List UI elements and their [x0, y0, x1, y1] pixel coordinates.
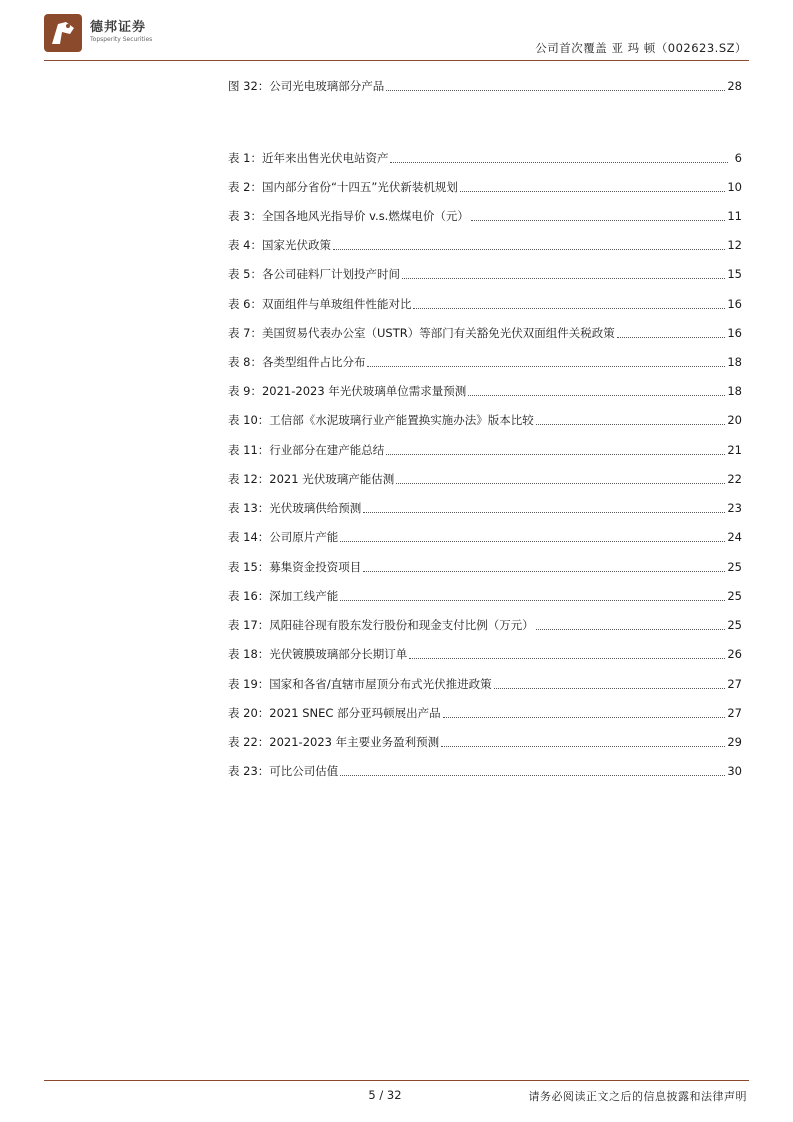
toc-entry-label: 图 32：公司光电玻璃部分产品 — [228, 79, 385, 93]
logo-mark-icon — [44, 14, 82, 52]
toc-entry-label: 表 10：工信部《水泥玻璃行业产能置换实施办法》版本比较 — [228, 413, 534, 427]
toc-entry[interactable] — [228, 761, 742, 779]
toc-entry[interactable] — [228, 76, 742, 94]
toc-entry[interactable] — [228, 674, 742, 692]
toc-entry[interactable] — [228, 177, 742, 195]
toc-entry[interactable] — [228, 352, 742, 370]
toc-entry-label: 表 16：深加工线产能 — [228, 589, 339, 603]
toc-entry[interactable] — [228, 410, 742, 428]
toc-entry-page: 10 — [727, 180, 742, 194]
toc-entry[interactable] — [228, 381, 742, 399]
toc-entry-page: 27 — [727, 677, 742, 691]
toc-entry-label: 表 20：2021 SNEC 部分亚玛顿展出产品 — [228, 706, 441, 720]
toc-leader-dots — [386, 454, 725, 455]
toc-leader-dots — [367, 366, 725, 367]
toc-entry[interactable] — [228, 703, 742, 721]
toc-leader-dots — [402, 278, 725, 279]
toc-leader-dots — [363, 571, 725, 572]
toc-leader-dots — [340, 600, 725, 601]
toc-entry-page: 26 — [727, 647, 742, 661]
toc-entry-page: 23 — [727, 501, 742, 515]
toc-entry-page: 29 — [727, 735, 742, 749]
toc-entry[interactable] — [228, 206, 742, 224]
toc-entry-page: 12 — [727, 238, 742, 252]
toc-entry-page: 30 — [727, 764, 742, 778]
toc-entry-page: 18 — [727, 384, 742, 398]
toc-entry-label: 表 4：国家光伏政策 — [228, 238, 331, 252]
toc-entry-label: 表 18：光伏镀膜玻璃部分长期订单 — [228, 647, 408, 661]
page-number: 5 / 32 — [368, 1088, 402, 1102]
toc-leader-dots — [363, 512, 725, 513]
toc-entry-page: 21 — [727, 443, 742, 457]
toc-leader-dots — [441, 746, 725, 747]
toc-leader-dots — [617, 337, 726, 338]
toc-leader-dots — [443, 717, 726, 718]
toc-entry-page: 11 — [727, 209, 742, 223]
toc-entry-label: 表 1：近年来出售光伏电站资产 — [228, 151, 389, 165]
toc-entry-page: 22 — [727, 472, 742, 486]
toc-entry-label: 表 2：国内部分省份“十四五”光伏新装机规划 — [228, 180, 458, 194]
toc-leader-dots — [468, 395, 725, 396]
toc-entry[interactable] — [228, 440, 742, 458]
toc-entry[interactable] — [228, 235, 742, 253]
toc-entry-page: 18 — [727, 355, 742, 369]
toc-entry-page: 15 — [727, 267, 742, 281]
toc-leader-dots — [536, 424, 726, 425]
footer-disclaimer: 请务必阅读正文之后的信息披露和法律声明 — [528, 1090, 747, 1103]
toc-entry-label: 表 14：公司原片产能 — [228, 530, 339, 544]
company-logo — [44, 14, 164, 54]
toc-leader-dots — [460, 191, 725, 192]
toc-entry-label: 表 13：光伏玻璃供给预测 — [228, 501, 362, 515]
toc-entry-label: 表 6：双面组件与单玻组件性能对比 — [228, 297, 412, 311]
toc-entry-label: 表 3：全国各地风光指导价 v.s.燃煤电价（元） — [228, 209, 469, 223]
toc-entry-page: 27 — [727, 706, 742, 720]
toc-entry-label: 表 23：可比公司估值 — [228, 764, 339, 778]
footer-divider — [44, 1080, 749, 1081]
toc-entry[interactable] — [228, 323, 742, 341]
toc-entry-page: 25 — [727, 618, 742, 632]
toc-leader-dots — [409, 658, 725, 659]
header-divider — [44, 60, 749, 61]
toc-entry[interactable] — [228, 469, 742, 487]
toc-leader-dots — [340, 775, 725, 776]
toc-leader-dots — [333, 249, 725, 250]
toc-entry-label: 表 17：凤阳硅谷现有股东发行股份和现金支付比例（万元） — [228, 618, 534, 632]
toc-entry[interactable] — [228, 264, 742, 282]
toc-entry-page: 28 — [727, 79, 742, 93]
toc-entry[interactable] — [228, 732, 742, 750]
logo-chinese-name: 德邦证券 — [90, 20, 147, 35]
page-header — [0, 0, 793, 60]
report-title: 公司首次覆盖 亚 玛 顿（002623.SZ） — [535, 41, 747, 55]
toc-leader-dots — [386, 90, 725, 91]
toc-entry[interactable] — [228, 294, 742, 312]
toc-entry-label: 表 9：2021-2023 年光伏玻璃单位需求量预测 — [228, 384, 467, 398]
toc-entry-page: 16 — [727, 297, 742, 311]
toc-leader-dots — [340, 541, 725, 542]
toc-entry[interactable] — [228, 557, 742, 575]
toc-entry-label: 表 11：行业部分在建产能总结 — [228, 443, 385, 457]
toc-entry-label: 表 19：国家和各省/直辖市屋顶分布式光伏推进政策 — [228, 677, 492, 691]
toc-entry-page: 24 — [727, 530, 742, 544]
toc-leader-dots — [413, 308, 725, 309]
toc-leader-dots — [396, 483, 725, 484]
toc-entry-page: 25 — [727, 589, 742, 603]
toc-entry-label: 表 8：各类型组件占比分布 — [228, 355, 366, 369]
toc-entry-page: 25 — [727, 560, 742, 574]
toc-entry-page: 16 — [727, 326, 742, 340]
toc-entry[interactable] — [228, 148, 742, 166]
toc-entry-label: 表 22：2021-2023 年主要业务盈利预测 — [228, 735, 440, 749]
toc-leader-dots — [471, 220, 726, 221]
toc-leader-dots — [536, 629, 726, 630]
toc-entry[interactable] — [228, 586, 742, 604]
toc-entry[interactable] — [228, 498, 742, 516]
toc-entry-label: 表 5：各公司硅料厂计划投产时间 — [228, 267, 400, 281]
toc-entry-page: 6 — [734, 151, 742, 165]
toc-leader-dots — [390, 162, 728, 163]
toc-entry-page: 20 — [727, 413, 742, 427]
toc-entry-label: 表 12：2021 光伏玻璃产能估测 — [228, 472, 395, 486]
toc-entry[interactable] — [228, 527, 742, 545]
toc-leader-dots — [494, 688, 726, 689]
logo-english-name: Topsperity Securities — [90, 36, 153, 43]
toc-entry[interactable] — [228, 644, 742, 662]
toc-entry[interactable] — [228, 615, 742, 633]
toc-entry-label: 表 7：美国贸易代表办公室（USTR）等部门有关豁免光伏双面组件关税政策 — [228, 326, 615, 340]
toc-entry-label: 表 15：募集资金投资项目 — [228, 560, 362, 574]
